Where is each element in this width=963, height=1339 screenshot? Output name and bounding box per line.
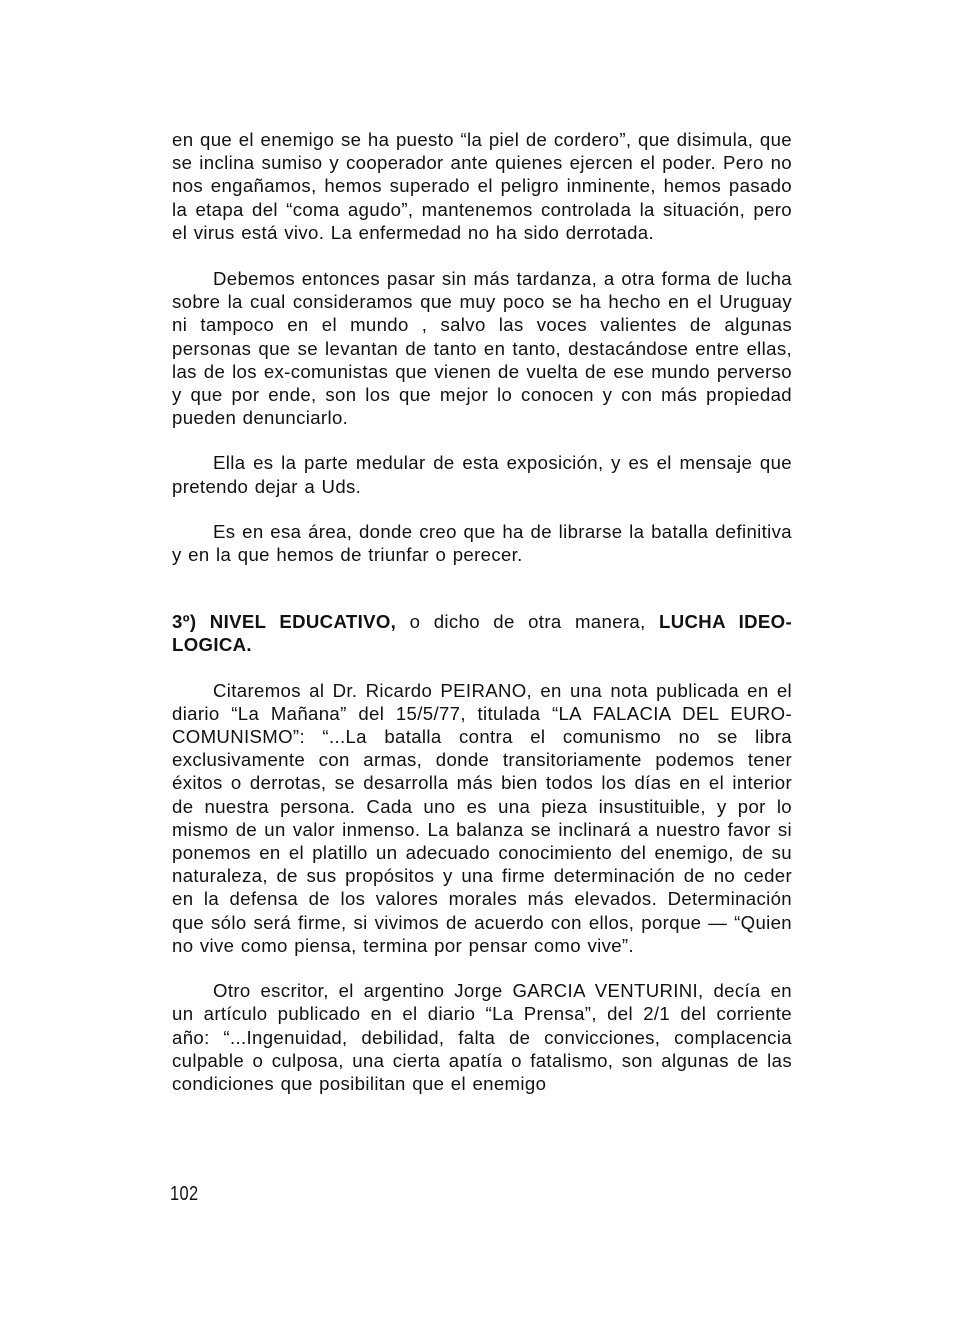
paragraph-6: Otro escritor, el argentino Jorge GARCIA VENTURINI, decía en un artículo publicado en el diario “La Prensa”, del 2/1 del corriente año: “...Ingenuidad, debilidad, falta de convicciones, complacencia culpable o culposa, una cierta apatía o fatalismo, son algunas de las condiciones que posibilitan que el enemigo <box>172 980 792 1094</box>
section-heading-number: 3º) NIVEL EDUCATIVO, <box>172 611 397 633</box>
paragraph-5: Citaremos al Dr. Ricardo PEIRANO, en una nota publicada en el diario “La Mañana” del 15/5/77, titulada “LA FALACIA DEL EURO-COMUNISMO”: “...La batalla contra el comunismo no se libra exclusivamente con armas, donde transitoriamente podemos tener éxitos o derrotas, se desarrolla más bien todos los días en el interior de nuestra persona. Cada uno es una pieza insustituible, y por lo mismo de un valor inmenso. La balanza se inclinará a nuestro favor si ponemos en el platillo un adecuado conocimiento del enemigo, de su naturaleza, de sus propósitos y una firme determinación de no ceder en la defensa de los valores morales más elevados. Determinación que sólo será firme, si vivimos de acuerdo con ellos, porque — “Quien no vive como piensa, termina por pensar como vive”. <box>172 679 792 956</box>
section-heading-title: LUCHA IDEO-LOGICA. <box>172 611 792 656</box>
section-heading-connector: o dicho de otra manera, <box>396 611 660 633</box>
paragraph-1: en que el enemigo se ha puesto “la piel de cordero”, que disimula, que se inclina sumiso y cooperador ante quienes ejercen el poder. Pero no nos engañamos, hemos superado el peligro inminente, hemos pasado la etapa del “coma agudo”, mantenemos controlada la situación, pero el virus está vivo. La enfermedad no ha sido derrotada. <box>172 129 792 243</box>
paragraph-3: Ella es la parte medular de esta exposición, y es el mensaje que pretendo dejar a Uds. <box>172 452 792 497</box>
paragraph-4: Es en esa área, donde creo que ha de librarse la batalla definitiva y en la que hemos de triunfar o perecer. <box>172 520 792 566</box>
section-heading <box>172 610 792 656</box>
paragraph-2: Debemos entonces pasar sin más tardanza, a otra forma de lucha sobre la cual consideramos que muy poco se ha hecho en el Uruguay ni tampoco en el mundo , salvo las voces valientes de algunas personas que se levantan de tanto en tanto, destacándose entre ellas, las de los ex-comunistas que vienen de vuelta de ese mundo perverso y que por ende, son los que mejor lo conocen y con más propiedad pueden denunciarlo. <box>172 268 792 429</box>
page-number: 102 <box>170 1183 199 1205</box>
page-body <box>172 128 792 1095</box>
